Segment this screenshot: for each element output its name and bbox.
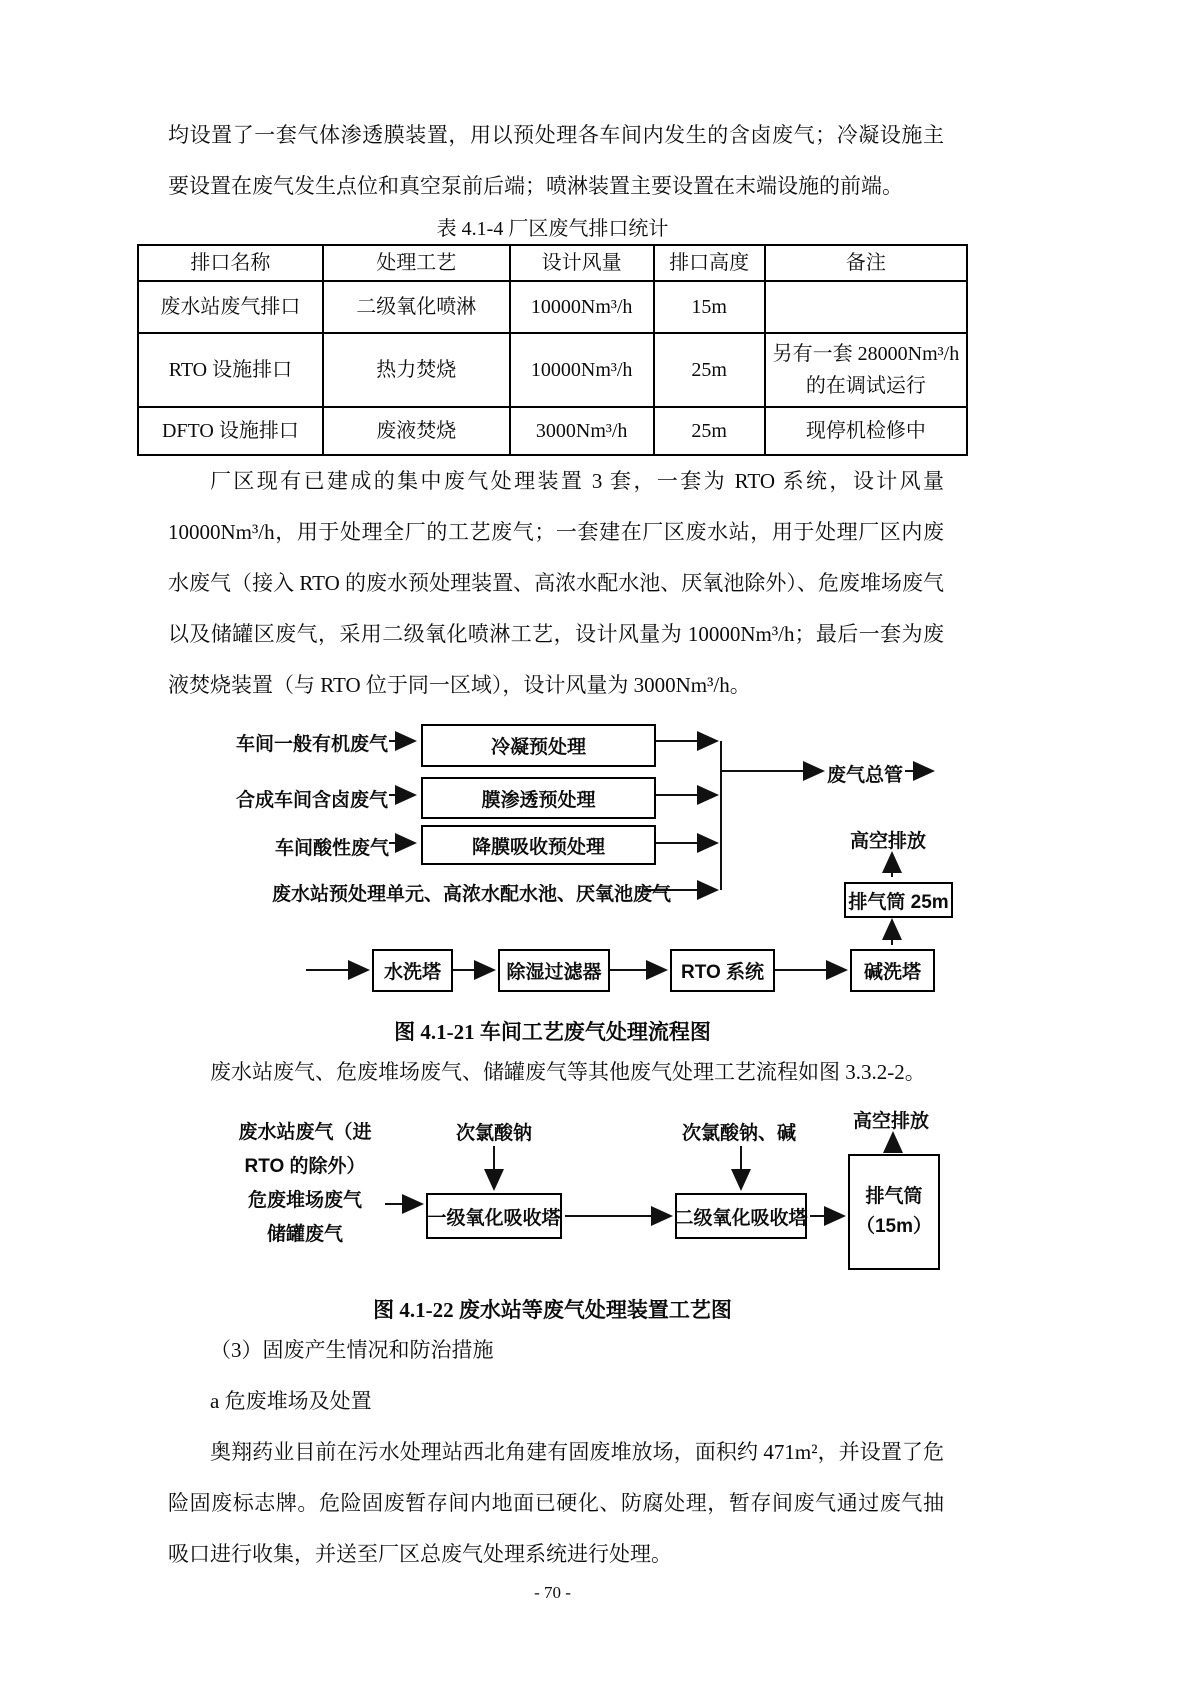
label-high-altitude-discharge: 高空排放 [853, 1111, 930, 1132]
cell-outlet-height: 15m [654, 281, 765, 333]
input-label-wastewater-station-gas: 废水站预处理单元、高浓水配水池、厌氧池废气 [272, 884, 672, 905]
stack-label-line2: （15m） [855, 1216, 933, 1237]
box-stack-25m: 排气筒 25m [844, 882, 953, 918]
box-falling-film-pretreatment: 降膜吸收预处理 [421, 825, 656, 865]
box-water-wash-tower: 水洗塔 [372, 949, 453, 992]
source-line-3: 危废堆场废气 [247, 1190, 362, 1211]
figure-caption-4-1-21: 图 4.1-21 车间工艺废气处理流程图 [394, 1020, 711, 1044]
box-condensation-pretreatment: 冷凝预处理 [421, 724, 656, 767]
col-header-design-airflow: 设计风量 [510, 245, 654, 281]
box-stack-15m [848, 1154, 940, 1270]
page-number: - 70 - [534, 1583, 571, 1602]
cell-remark: 现停机检修中 [765, 407, 967, 455]
cell-outlet-height: 25m [654, 407, 765, 455]
input-label-organic-gas: 车间一般有机废气 [236, 734, 389, 755]
paragraph-solid-waste: 奥翔药业目前在污水处理站西北角建有固废堆放场，面积约 471m²，并设置了危险固废标志牌。危险固废暂存间内地面已硬化、防腐处理，暂存间废气通过废气抽吸口进行收集，并送至厂区总废气处理系统进行处理。 [168, 1440, 944, 1566]
input-label-halogen-gas: 合成车间含卤废气 [236, 790, 389, 811]
table-row [138, 281, 967, 333]
table-row [138, 333, 967, 407]
cell-remark: 另有一套 28000Nm³/h 的在调试运行 [765, 333, 967, 407]
box-alkali-wash-tower: 碱洗塔 [850, 949, 935, 992]
cell-process: 二级氧化喷淋 [323, 281, 510, 333]
cell-process: 废液焚烧 [323, 407, 510, 455]
source-line-2: RTO 的除外） [244, 1156, 366, 1177]
figure-caption-4-1-22: 图 4.1-22 废水站等废气处理装置工艺图 [373, 1298, 732, 1322]
table-caption: 表 4.1-4 厂区废气排口统计 [436, 218, 669, 240]
source-line-1: 废水站废气（进 [238, 1122, 372, 1143]
label-high-altitude-discharge: 高空排放 [850, 831, 927, 852]
box-rto-system: RTO 系统 [670, 949, 775, 992]
box-second-stage-oxidation-tower: 二级氧化吸收塔 [675, 1193, 807, 1239]
diagram-wastewater-gas-flow [137, 1098, 968, 1283]
box-membrane-pretreatment: 膜渗透预处理 [421, 777, 656, 819]
box-first-stage-oxidation-tower: 一级氧化吸收塔 [426, 1193, 562, 1239]
cell-design-airflow: 10000Nm³/h [510, 281, 654, 333]
cell-design-airflow: 3000Nm³/h [510, 407, 654, 455]
diagram-workshop-gas-flow [137, 711, 968, 1011]
cell-outlet-height: 25m [654, 333, 765, 407]
paragraph-other-gas: 废水站废气、危废堆场废气、储罐废气等其他废气处理工艺流程如图 3.3.2-2。 [210, 1060, 926, 1084]
paragraph-systems: 厂区现有已建成的集中废气处理装置 3 套，一套为 RTO 系统，设计风量 10000Nm³/h，用于处理全厂的工艺废气；一套建在厂区废水站，用于处理厂区内废水废气（接入 RTO 的废水预处理装置、高浓水配水池、厌氧池除外）、危废堆场废气以及储罐区废气，采用二级氧化喷淋工艺，设计风量为 10000Nm³/h；最后一套为废液焚烧装置（与 RTO 位于同一区域），设计风量为 3000Nm³/h。 [168, 469, 944, 697]
cell-outlet-name: DFTO 设施排口 [138, 407, 323, 455]
exhaust-outlet-table [137, 244, 968, 456]
cell-design-airflow: 10000Nm³/h [510, 333, 654, 407]
box-dehumid-filter: 除湿过滤器 [498, 949, 610, 992]
cell-process: 热力焚烧 [323, 333, 510, 407]
table-row [138, 407, 967, 455]
source-line-4: 储罐废气 [266, 1224, 343, 1245]
cell-outlet-name: 废水站废气排口 [138, 281, 323, 333]
cell-outlet-name: RTO 设施排口 [138, 333, 323, 407]
paragraph-intro: 均设置了一套气体渗透膜装置，用以预处理各车间内发生的含卤废气；冷凝设施主要设置在废气发生点位和真空泵前后端；喷淋装置主要设置在末端设施的前端。 [168, 123, 944, 198]
label-sodium-hypochlorite-alkali: 次氯酸钠、碱 [682, 1123, 797, 1144]
col-header-outlet-name: 排口名称 [138, 245, 323, 281]
stack-label-line1: 排气筒 [865, 1186, 923, 1207]
col-header-remark: 备注 [765, 245, 967, 281]
table-header-row [138, 245, 967, 281]
label-main-gas-duct: 废气总管 [827, 765, 904, 786]
col-header-outlet-height: 排口高度 [654, 245, 765, 281]
label-sodium-hypochlorite: 次氯酸钠 [456, 1123, 533, 1144]
source-gas-label [225, 1116, 385, 1252]
input-label-acid-gas: 车间酸性废气 [275, 838, 390, 859]
cell-remark [765, 281, 967, 333]
col-header-process: 处理工艺 [323, 245, 510, 281]
heading-hazardous-waste: a 危废堆场及处置 [210, 1389, 372, 1413]
heading-solid-waste: （3）固废产生情况和防治措施 [210, 1338, 494, 1362]
